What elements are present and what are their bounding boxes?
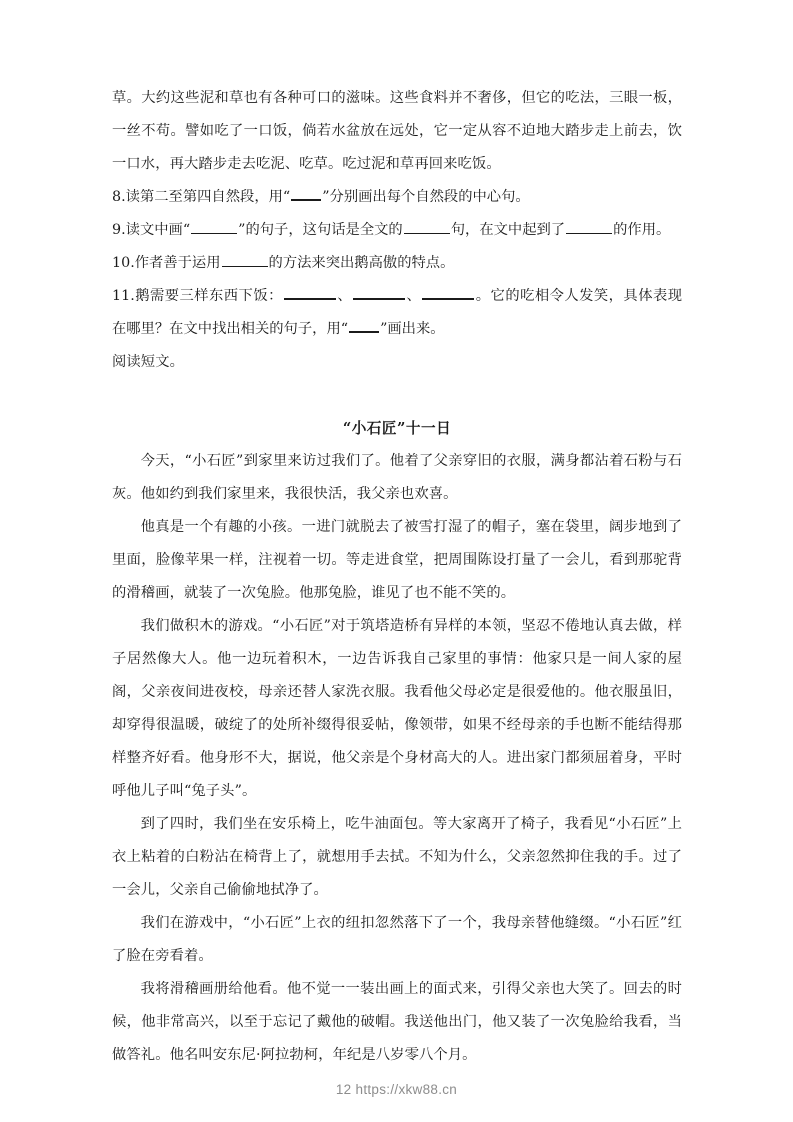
question-10-number: 10. (112, 255, 135, 271)
article-paragraph-4: 到了四时，我们坐在安乐椅上，吃牛油面包。等大家离开了椅子，我看见“小石匠”上衣上粘着的白粉沾在椅背上了，就想用手去拭。不知为什么，父亲忽然抑住我的手。过了一会儿，父亲自己偷偷地拭净了。 (112, 816, 682, 898)
question-8-text-part1: 读第二至第四自然段，用“ (125, 189, 291, 205)
question-10-blank-1[interactable] (222, 266, 268, 267)
top-paragraph: 草。大约这些泥和草也有各种可口的滋味。这些食料并不奢侈，但它的吃法，三眼一板，一丝不苟。譬如吃了一口饭，倘若水盆放在远处，它一定从容不迫地大踏步走上前去，饮一口水，再大踏步走去吃泥、吃草。吃过泥和草再回来吃饭。 (112, 90, 682, 172)
question-9-blank-3[interactable] (566, 233, 612, 234)
question-9-text-part2: ”的句子，这句话是全文的 (238, 222, 403, 238)
question-11-sep-2: 、 (406, 288, 422, 304)
question-11-blank-1[interactable] (284, 298, 336, 300)
question-9-blank-1[interactable] (191, 233, 237, 234)
article-paragraph-5: 我们在游戏中，“小石匠”上衣的纽扣忽然落下了一个，我母亲替他缝缀。“小石匠”红了脸在旁看着。 (112, 915, 682, 964)
question-11-blank-3[interactable] (422, 298, 474, 300)
question-9-text-part3: 句，在文中起到了 (450, 222, 566, 238)
question-9-text-part1: 读文中画“ (125, 222, 191, 238)
question-11-text-part3: ”画出来。 (380, 321, 445, 337)
question-11-sep-1: 、 (336, 288, 353, 304)
question-11 (112, 280, 682, 346)
article-paragraph-1: 今天，“小石匠”到家里来访过我们了。他着了父亲穿旧的衣服，满身都沾着石粉与石灰。他如约到我们家里来，我很快活，我父亲也欢喜。 (112, 453, 682, 502)
question-9 (112, 214, 682, 247)
question-11-text-part1: 鹅需要三样东西下饭： (134, 288, 283, 304)
question-8 (112, 181, 682, 214)
question-8-number: 8. (112, 189, 126, 205)
question-10-text-part2: 的方法来突出鹅高傲的特点。 (268, 255, 455, 271)
article-paragraph-6: 我将滑稽画册给他看。他不觉一一装出画上的面式来，引得父亲也大笑了。回去的时候，他非常高兴，以至于忘记了戴他的破帽。我送他出门，他又装了一次兔脸给我看，当做答礼。他名叫安东尼·阿拉勃柯，年纪是八岁零八个月。 (112, 981, 682, 1063)
title-spacer (112, 379, 682, 412)
article-title: “小石匠”十一日 (342, 420, 452, 437)
question-11-blank-2[interactable] (353, 298, 405, 300)
question-8-blank-1[interactable] (291, 199, 321, 201)
document-content (112, 82, 682, 1072)
question-11-number: 11. (112, 288, 135, 304)
question-10 (112, 247, 682, 280)
question-11-blank-4[interactable] (349, 331, 379, 333)
article-paragraph-3: 我们做积木的游戏。“小石匠”对于筑塔造桥有异样的本领，坚忍不倦地认真去做，样子居然像大人。他一边玩着积木，一边告诉我自己家里的事情：他家只是一间人家的屋阁，父亲夜间进夜校，母亲还替人家洗衣服。我看他父母必定是很爱他的。他衣服虽旧，却穿得很温暖，破绽了的处所补缀得很妥帖，像领带，如果不经母亲的手也断不能结得那样整齐好看。他身形不大，据说，他父亲是个身材高大的人。进出家门都须屈着身，平时呼他儿子叫“兔子头”。 (112, 618, 682, 799)
question-8-text-part2: ”分别画出每个自然段的中心句。 (322, 189, 530, 205)
question-9-blank-2[interactable] (404, 233, 450, 234)
reading-prompt: 阅读短文。 (112, 354, 184, 370)
question-9-text-part4: 的作用。 (613, 222, 671, 238)
question-11-text-part2: 。它的吃相令人发笑，具体表现在哪里？在文中找出相关的句子，用“ (112, 288, 683, 337)
question-9-number: 9. (112, 222, 126, 238)
page-footer-watermark: 12 https://xkw88.cn (335, 1082, 458, 1097)
article-paragraph-2: 他真是一个有趣的小孩。一进门就脱去了被雪打湿了的帽子，塞在袋里，阔步地到了里面，脸像苹果一样，注视着一切。等走进食堂，把周围陈设打量了一会儿，看到那驼背的滑稽画，就装了一次兔脸。他那兔脸，谁见了也不能不笑的。 (112, 519, 682, 601)
question-10-text-part1: 作者善于运用 (134, 255, 221, 271)
